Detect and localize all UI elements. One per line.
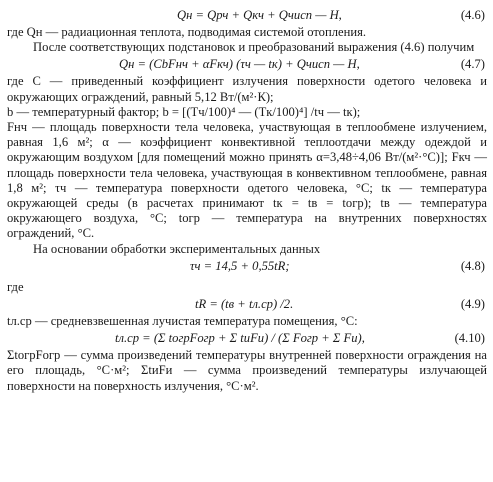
paragraph-experimental: На основании обработки экспериментальных данных [33,241,321,256]
equation-number-4-7: (4.7) [460,57,485,72]
equation-4-9 [7,295,487,314]
equation-4-7 [7,55,487,74]
formula-4-7: Qн = (CbFнч + αFкч) (τч — tк) + Qчисп — H, [119,57,360,72]
paragraph-qn-definition: где Qн — радиационная теплота, подводимая системой отопления. [7,25,367,39]
formula-4-10: tл.ср = (Σ tогрFогр + Σ tиFи) / (Σ Fогр + Σ Fи), [115,331,365,346]
paragraph-variables: Fнч — площадь поверхности тела человека, участвующая в теплообмене излучением, равная 1,6 м²; α — коэффициент конвективной теплоотдачи между одеждой и окружающим воздухом [для помещений можно принять α=3,48÷4,06 Вт/(м²·°С)]; Fкч — площадь поверхности тела человека, участвующая в конвективном теплообмене, равная 1,8 м²; τч — температура поверхности одетого человека, °С; tк — температура окружающей среды (в расчетах принимают tк = tв = tогр); tв — температура окружающего воздуха, °С; tогр — температура на внутренних поверхностях ограждений, °С. [7,120,487,241]
equation-4-10 [7,329,487,348]
paragraph-substitutions: После соответствующих подстановок и преобразований выражения (4.6) получим [33,40,475,55]
paragraph-coefficient-c: где C — приведенный коэффициент излучения поверхности одетого человека и окружающих ограждений, равный 5,12 Вт/(м²·К); [7,74,487,104]
equation-number-4-6: (4.6) [460,8,485,22]
paragraph-sums: ΣtогрFогр — сумма произведений температуры внутренней поверхности ограждения на его площадь, °С·м²; ΣtиFи — сумма произведений температуры излучающей поверхности на поверхность излучения, °С·м². [7,348,487,393]
formula-4-8: τч = 14,5 + 0,55tR; [190,258,290,273]
equation-number-4-8: (4.8) [460,258,485,273]
paragraph-where: где [7,279,24,294]
formula-4-6: Qн = Qрч + Qкч + Qчисп — H, [177,8,342,22]
equation-4-8 [7,257,487,276]
formula-4-9: tR = (tв + tл.ср) /2. [195,297,294,312]
paragraph-radiant-temperature: tл.ср — средневзвешенная лучистая температура помещения, °С: [7,314,358,329]
equation-number-4-9: (4.9) [460,297,485,312]
equation-4-6 [7,6,487,25]
equation-number-4-10: (4.10) [454,331,485,346]
paragraph-temperature-factor: b — температурный фактор; b = [(Tч/100)⁴ — (Tк/100)⁴] /tч — tк); [7,104,361,119]
